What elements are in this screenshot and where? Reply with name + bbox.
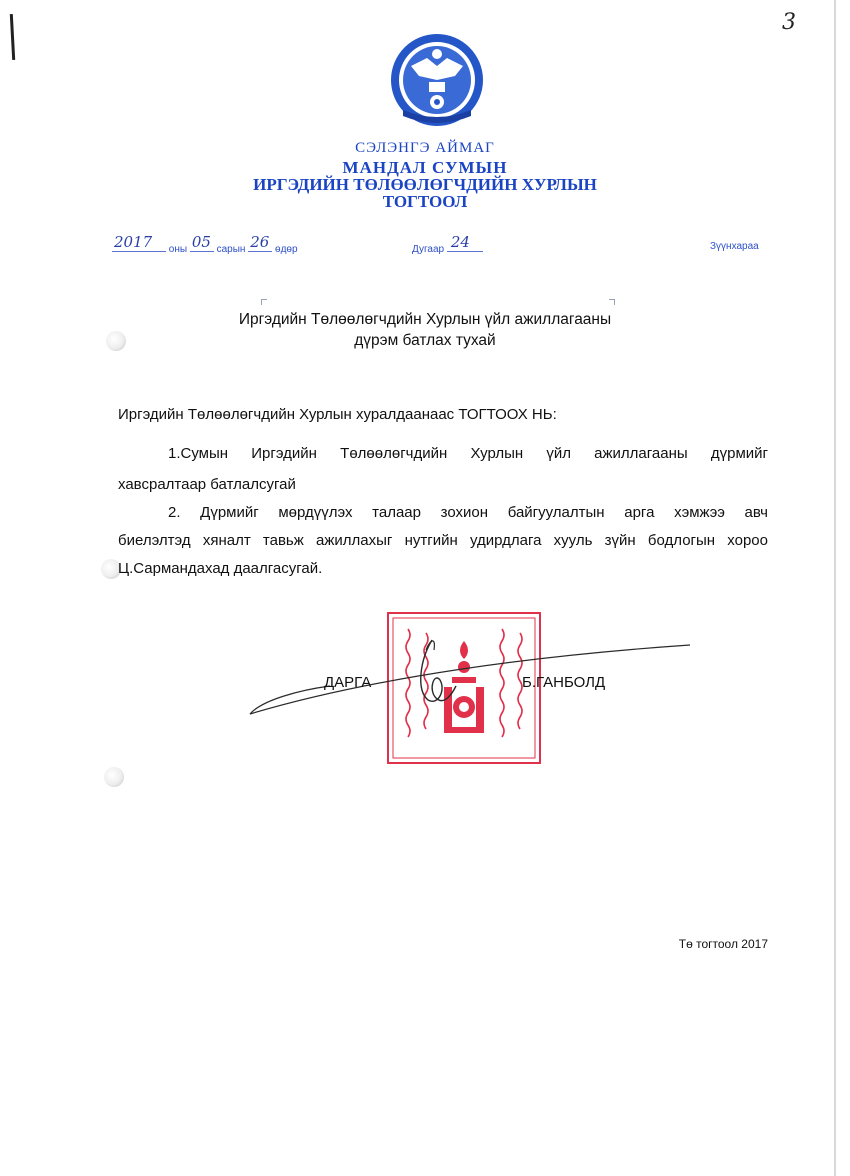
item-1-line-1: 1.Сумын Иргэдийн Төлөөлөгчдийн Хурлын үйл ажиллагааны дүрмийг bbox=[168, 445, 768, 462]
header-council: ИРГЭДИЙН ТӨЛӨӨЛӨГЧДИЙН ХУРЛЫН bbox=[253, 175, 597, 194]
item-2-line-1: 2. Дүрмийг мөрдүүлэх талаар зохион байгуулалтын арга хэмжээ авч bbox=[168, 504, 768, 521]
day-value: 26 bbox=[250, 233, 270, 251]
signatory-name: Б.ГАНБОЛД bbox=[522, 674, 606, 691]
number-value: 24 bbox=[450, 233, 470, 251]
subject-line-2: дүрэм батлах тухай bbox=[354, 332, 496, 349]
page-number: 3 bbox=[782, 10, 796, 35]
month-suffix: сарын bbox=[216, 244, 246, 255]
subject-line-1: Иргэдийн Төлөөлөгчдийн Хурлын үйл ажиллагааны bbox=[238, 311, 612, 328]
signatory-title: ДАРГА bbox=[324, 674, 372, 691]
footer-note: Тө тогтоол 2017 bbox=[678, 937, 768, 951]
header-sum: МАНДАЛ СУМЫН bbox=[342, 158, 508, 177]
item-2-line-2: биелэлтэд хяналт тавьж ажиллахыг нутгийн удирдлага хууль зүйн бодлогын хороо bbox=[118, 532, 768, 549]
header-aimag: СЭЛЭНГЭ АЙМАГ bbox=[355, 140, 495, 156]
month-value: 05 bbox=[191, 233, 211, 251]
year-suffix: оны bbox=[168, 244, 188, 255]
day-suffix: өдөр bbox=[275, 244, 298, 255]
item-1-line-2: хавсралтаар батлалсугай bbox=[118, 476, 296, 493]
year-value: 2017 bbox=[114, 233, 153, 251]
body-intro: Иргэдийн Төлөөлөгчдийн Хурлын хуралдаанаас ТОГТООХ НЬ: bbox=[118, 406, 557, 423]
place: Зүүнхараа bbox=[710, 241, 759, 252]
header-doc-type: ТОГТООЛ bbox=[382, 192, 468, 211]
number-label: Дугаар bbox=[412, 244, 445, 255]
item-2-line-3: Ц.Сармандахад даалгасугай. bbox=[118, 560, 323, 577]
